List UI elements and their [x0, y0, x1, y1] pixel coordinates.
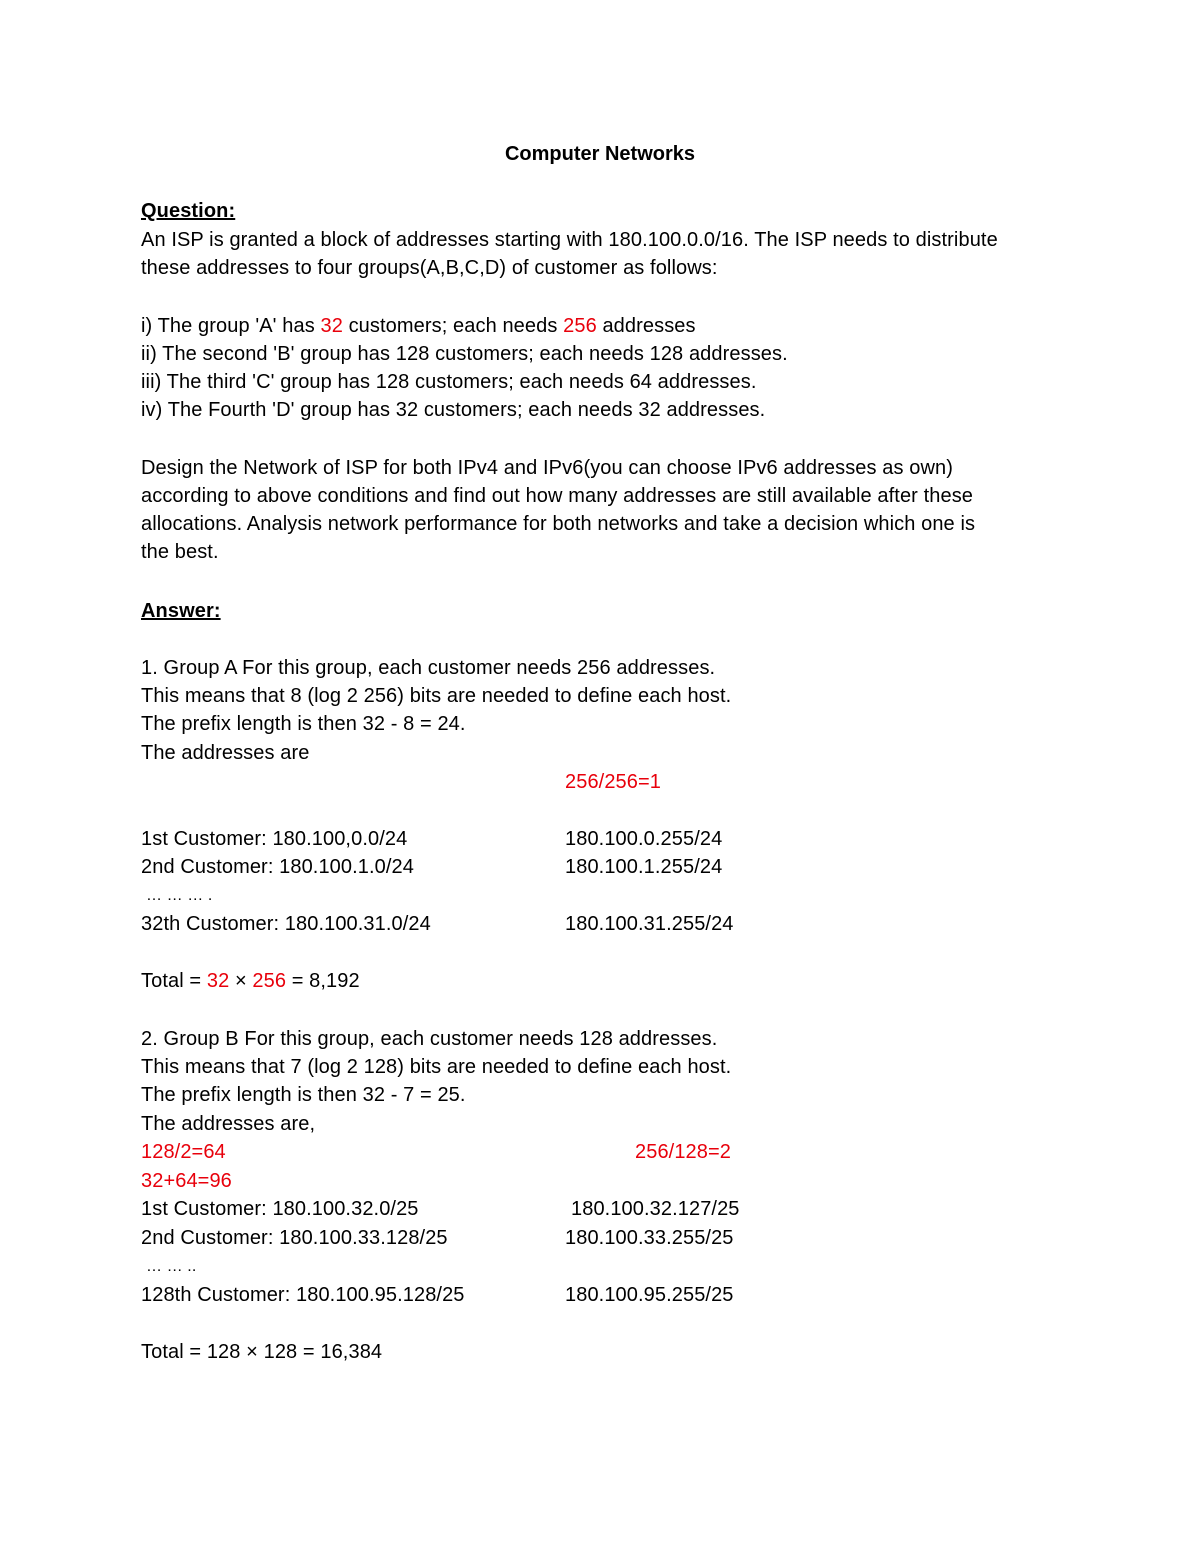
group-a-line-2: This means that 8 (log 2 256) bits are needed to define each host.: [141, 685, 732, 707]
group-b-row-1-left: 1st Customer: 180.100.32.0/25: [141, 1198, 419, 1220]
design-line-1: Design the Network of ISP for both IPv4 and IPv6(you can choose IPv6 addresses as own): [141, 457, 953, 479]
group-b-note-left-1: 128/2=64: [141, 1141, 226, 1163]
question-item-4: iv) The Fourth 'D' group has 32 customers; each needs 32 addresses.: [141, 399, 766, 421]
design-line-2: according to above conditions and find out how many addresses are still available after these: [141, 485, 974, 507]
question-intro-line-1: An ISP is granted a block of addresses starting with 180.100.0.0/16. The ISP needs to distribute: [141, 229, 998, 251]
group-b-row-2-left: 2nd Customer: 180.100.33.128/25: [141, 1227, 448, 1249]
group-a-row-3-left: 32th Customer: 180.100.31.0/24: [141, 913, 431, 935]
group-b-note-left-2: 32+64=96: [141, 1170, 232, 1192]
group-a-line-4: The addresses are: [141, 742, 310, 764]
group-b-line-3: The prefix length is then 32 - 7 = 25.: [141, 1084, 466, 1106]
group-a-total: [141, 967, 360, 995]
question-intro-line-2: these addresses to four groups(A,B,C,D) of customer as follows:: [141, 257, 718, 279]
group-a-row-1-left: 1st Customer: 180.100,0.0/24: [141, 828, 408, 850]
group-b-line-1: 2. Group B For this group, each customer needs 128 addresses.: [141, 1028, 718, 1050]
group-a-row-2-left: 2nd Customer: 180.100.1.0/24: [141, 856, 414, 878]
group-a-note: 256/256=1: [565, 771, 661, 793]
question-item-1-addresses: 256: [563, 315, 597, 337]
group-b-note-right: 256/128=2: [635, 1141, 731, 1163]
group-b-line-2: This means that 7 (log 2 128) bits are needed to define each host.: [141, 1056, 732, 1078]
group-a-row-3-right: 180.100.31.255/24: [565, 913, 734, 935]
group-b-row-1-right: 180.100.32.127/25: [571, 1198, 740, 1220]
group-a-dots: … … … .: [146, 887, 213, 904]
group-a-total-times: ×: [229, 970, 253, 992]
group-a-row-2-right: 180.100.1.255/24: [565, 856, 723, 878]
group-b-total: Total = 128 × 128 = 16,384: [141, 1341, 383, 1363]
group-a-total-result: = 8,192: [286, 970, 360, 992]
group-a-total-customers: 32: [206, 970, 230, 992]
design-line-4: the best.: [141, 541, 219, 563]
group-b-dots: … … ..: [146, 1258, 197, 1275]
question-item-1-text-c: addresses: [596, 315, 696, 337]
answer-heading: Answer:: [141, 600, 221, 622]
question-heading: Question:: [141, 200, 236, 222]
group-a-total-text-a: Total =: [141, 970, 207, 992]
group-a-total-addresses: 256: [252, 970, 287, 992]
question-item-1-text-b: customers; each needs: [342, 315, 564, 337]
design-line-3: allocations. Analysis network performance for both networks and take a decision which one is: [141, 513, 976, 535]
document-title: Computer Networks: [504, 143, 696, 165]
question-item-1: [141, 312, 696, 340]
question-item-3: iii) The third 'C' group has 128 customers; each needs 64 addresses.: [141, 371, 757, 393]
group-a-line-3: The prefix length is then 32 - 8 = 24.: [141, 713, 466, 735]
group-b-row-3-right: 180.100.95.255/25: [565, 1284, 734, 1306]
group-b-row-3-left: 128th Customer: 180.100.95.128/25: [141, 1284, 465, 1306]
group-b-line-4: The addresses are,: [141, 1113, 316, 1135]
question-item-1-customers: 32: [320, 315, 343, 337]
group-a-row-1-right: 180.100.0.255/24: [565, 828, 723, 850]
question-item-1-text-a: i) The group 'A' has: [141, 315, 321, 337]
group-a-line-1: 1. Group A For this group, each customer needs 256 addresses.: [141, 657, 716, 679]
group-b-row-2-right: 180.100.33.255/25: [565, 1227, 734, 1249]
question-item-2: ii) The second 'B' group has 128 customers; each needs 128 addresses.: [141, 343, 788, 365]
